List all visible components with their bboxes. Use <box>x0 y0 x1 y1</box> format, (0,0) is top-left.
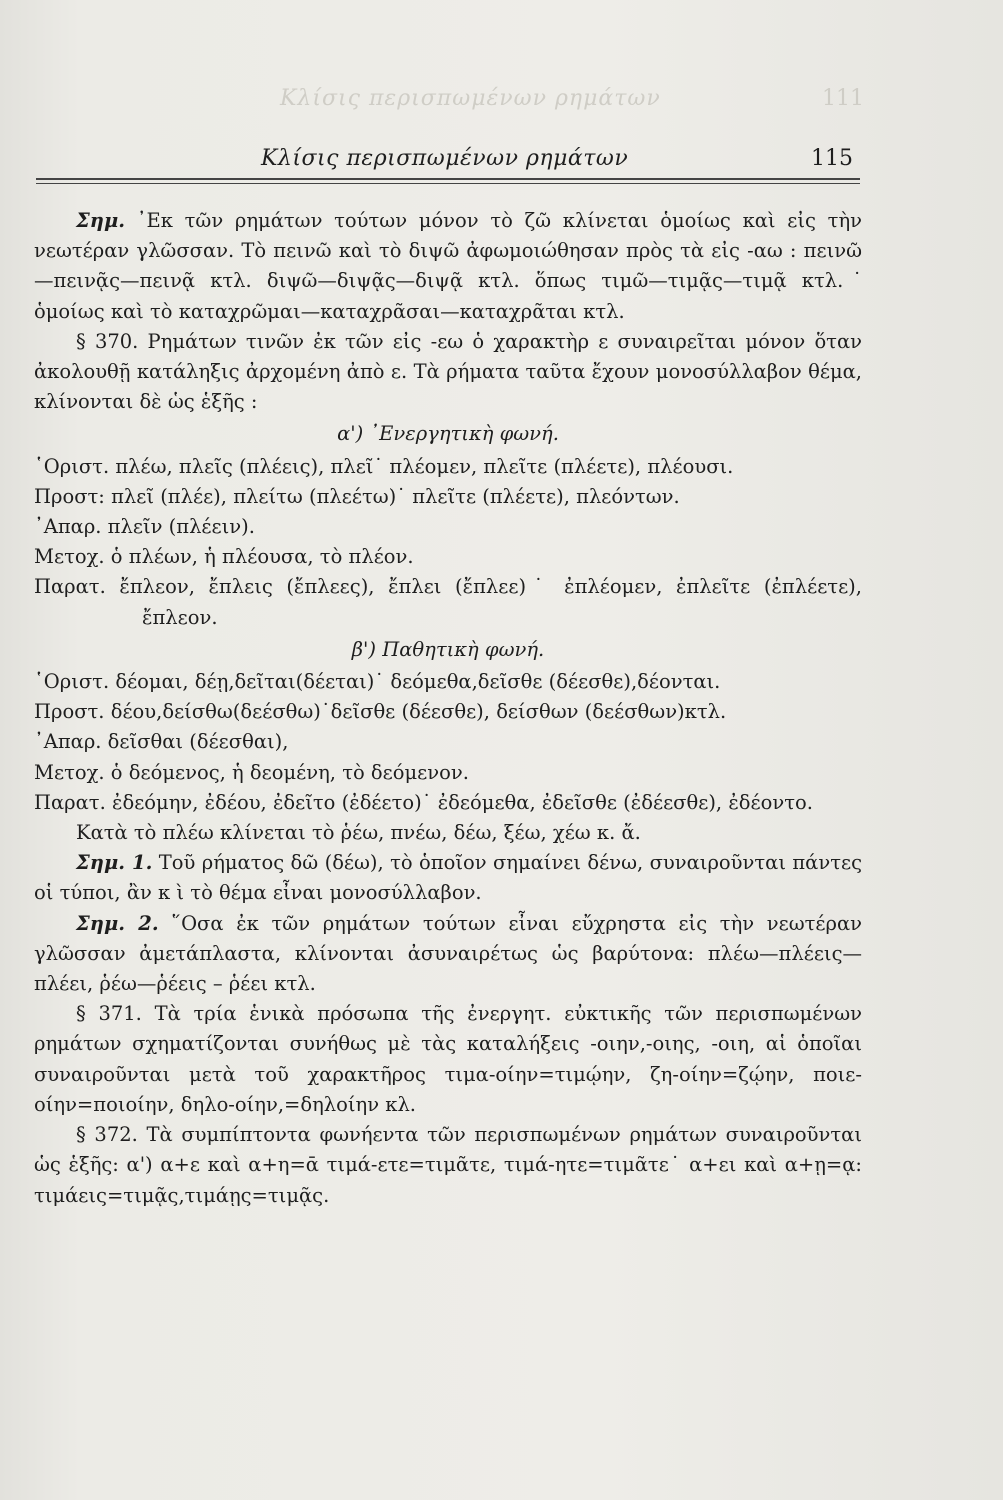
passive-prostaktiki: Προστ. δέου,δείσθω(δεέσθω)˙δεῖσθε (δέεσθε), δείσθων (δεέσθων)κτλ. <box>34 700 727 724</box>
page-number: 115 <box>811 146 853 171</box>
active-voice-heading <box>34 419 862 449</box>
note-2-text: ῞Οσα ἐκ τῶν ρημάτων τούτων εἶναι εὔχρηστα εἰς τὴν νεωτέραν γλῶσσαν ἀμετάπλαστα, κλίνονται ἀσυναιρέτως ὡς βαρύτονα: πλέω—πλέεις—πλέει, ῥέω—ῥέεις – ῥέει κτλ. <box>34 911 863 996</box>
section-370: § 370. Ρημάτων τινῶν ἐκ τῶν εἰς -εω ὁ χαρακτὴρ ε συναιρεῖται μόνον ὅταν ἀκολουθῇ κατάληξις ἀρχομένη ἀπὸ ε. Τὰ ρήματα ταῦτα ἔχουν μονοσύλλαβον θέμα, κλίνονται δὲ ὡς ἑξῆς : <box>34 329 862 414</box>
active-prostaktiki: Προστ: πλεῖ (πλέε), πλείτω (πλεέτω)˙ πλεῖτε (πλέετε), πλεόντων. <box>34 484 680 508</box>
active-paratatikos: Παρατ. ἔπλεον, ἔπλεις (ἔπλεες), ἔπλει (ἔπλεε)˙ ἐπλέομεν, ἐπλεῖτε (ἐπλέετε), ἔπλεον. <box>34 575 862 629</box>
active-aparemfato: ᾿Απαρ. πλεῖν (πλέειν). <box>34 515 255 539</box>
note-paragraph <box>34 206 862 327</box>
active-oristiki: ῾Οριστ. πλέω, πλεῖς (πλέεις), πλεῖ˙ πλέομεν, πλεῖτε (πλέετε), πλέουσι. <box>34 454 734 478</box>
passive-voice-title: β') Παθητικὴ φωνή. <box>351 637 545 661</box>
note-1-paragraph <box>34 848 862 908</box>
note-1-text: Τοῦ ρήματος δῶ (δέω), τὸ ὁποῖον σημαίνει δένω, συναιροῦνται πάντες οἱ τύποι, ἂν κ ὶ τὸ θέμα εἶναι μονοσύλλαβον. <box>34 851 862 905</box>
bleed-through-text: Κλίσις περισπωμένων ρημάτων <box>280 86 661 111</box>
section-371: § 371. Τὰ τρία ἑνικὰ πρόσωπα τῆς ἐνεργητ. εὐκτικῆς τῶν περισπωμένων ρημάτων σχηματίζονται συνήθως μὲ τὰς καταλήξεις -οιην,-οιης, -οιη, αἱ ὁποῖαι συναιροῦνται μετὰ τοῦ χαρακτῆρος τιμα-οίην=τιμῴην, ζη-οίην=ζῴην, ποιε-οίην=ποιοίην, δηλο-οίην,=δηλοίην κλ. <box>34 1002 862 1116</box>
passive-paratatikos: Παρατ. ἐδεόμην, ἐδέου, ἐδεῖτο (ἐδέετο)˙ ἐδεόμεθα, ἐδεῖσθε (ἐδέεσθε), ἐδέοντο. <box>34 790 813 814</box>
active-metochi: Μετοχ. ὁ πλέων, ἡ πλέουσα, τὸ πλέον. <box>34 545 414 569</box>
active-voice-title: α') ᾿Ενεργητικὴ φωνή. <box>337 422 559 446</box>
note-2-paragraph <box>34 909 862 1000</box>
passive-oristiki: ῾Οριστ. δέομαι, δέῃ,δεῖται(δέεται)˙ δεόμεθα,δεῖσθε (δέεσθε),δέονται. <box>34 670 721 694</box>
note-label: Σημ. <box>76 209 126 232</box>
page-body <box>34 206 862 1211</box>
passive-voice-heading <box>34 635 862 665</box>
page-header <box>36 140 866 190</box>
header-rule <box>36 178 860 180</box>
bleed-through-number: 111 <box>822 86 864 111</box>
kata-paragraph: Κατὰ τὸ πλέω κλίνεται τὸ ῥέω, πνέω, δέω, ξέω, χέω κ. ἄ. <box>76 821 641 845</box>
note-1-label: Σημ. 1. <box>76 851 153 875</box>
note-text: ᾿Εκ τῶν ρημάτων τούτων μόνον τὸ ζῶ κλίνεται ὁμοίως καὶ εἰς τὴν νεωτέραν γλῶσσαν. Τὸ πεινῶ καὶ τὸ διψῶ ἀφωμοιώθησαν πρὸς τὰ εἰς -αω : πεινῶ—πεινᾷς—πεινᾷ κτλ. διψῶ—διψᾷς—διψᾷ κτλ. ὅπως τιμῶ—τιμᾷς—τιμᾷ κτλ.˙ ὁμοίως καὶ τὸ καταχρῶμαι—καταχρᾶσαι—καταχρᾶται κτλ. <box>34 209 862 323</box>
header-rule-thin <box>36 183 860 184</box>
running-title: Κλίσις περισπωμένων ρημάτων <box>261 146 629 171</box>
passive-metochi: Μετοχ. ὁ δεόμενος, ἡ δεομένη, τὸ δεόμενον. <box>34 760 469 784</box>
note-2-label: Σημ. 2. <box>76 911 159 935</box>
section-372: § 372. Τὰ συμπίπτοντα φωνήεντα τῶν περισπωμένων ρημάτων συναιροῦνται ὡς ἑξῆς: α') α+ε καὶ α+η=ᾱ τιμά-ετε=τιμᾶτε, τιμά-ητε=τιμᾶτε˙ α+ει καὶ α+ῃ=ᾳ: τιμάεις=τιμᾷς,τιμάῃς=τιμᾷς. <box>34 1123 862 1207</box>
passive-aparemfato: ᾿Απαρ. δεῖσθαι (δέεσθαι), <box>34 730 289 754</box>
